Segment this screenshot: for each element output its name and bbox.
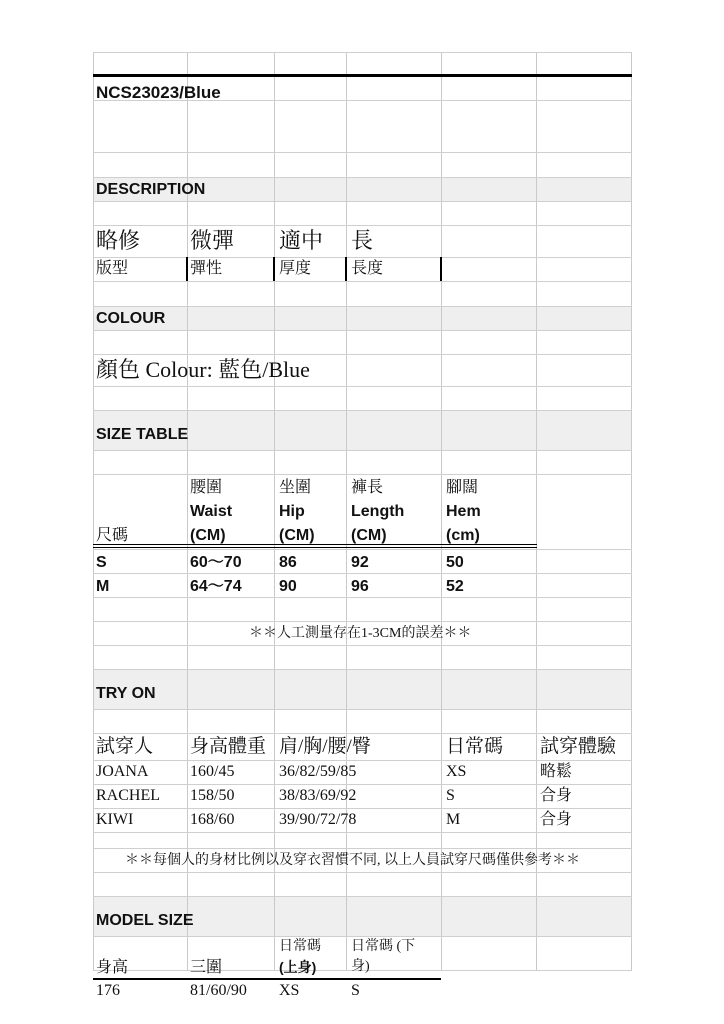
model-size-header-bottom-suffix: 身) (351, 959, 370, 974)
try-on-row-2-height-weight: 158/50 (190, 787, 235, 804)
try-on-note: ＊＊每個人的身材比例以及穿衣習慣不同, 以上人員試穿尺碼僅供參考＊＊ (125, 853, 580, 868)
size-col-en-length: Length (351, 503, 405, 520)
size-col-en-hem: Hem (446, 503, 481, 520)
size-col-zh-waist: 腰圍 (190, 479, 223, 496)
size-row-s-hem: 50 (446, 554, 464, 571)
grid-row-line (93, 257, 632, 258)
grid-row-line (93, 354, 632, 355)
grid-row-line (93, 549, 632, 550)
description-label-fit: 版型 (96, 260, 129, 277)
description-value-fit: 略修 (96, 228, 141, 253)
title-rule (93, 74, 632, 77)
grid-row-line (93, 225, 632, 226)
description-divider (186, 257, 188, 281)
size-row-s-hip: 86 (279, 554, 297, 571)
grid-row-line (93, 848, 632, 849)
grid-row-line (93, 306, 632, 307)
model-size-header-height: 身高 (96, 959, 129, 976)
size-col-zh-hem: 腳闊 (446, 479, 479, 496)
size-row-s-waist: 60～70 (190, 554, 242, 571)
band-try-on-heading (94, 669, 632, 709)
grid-row-line (93, 201, 632, 202)
description-divider (273, 257, 275, 281)
try-on-row-2-measurements: 38/83/69/92 (279, 787, 357, 804)
size-col-en-waist: Waist (190, 503, 233, 520)
grid-row-line (93, 152, 632, 153)
grid-row-line (93, 709, 632, 710)
colour-text: 顏色 Colour: 藍色/Blue (96, 357, 310, 382)
model-size-height: 176 (96, 982, 120, 999)
description-value-length: 長 (351, 228, 374, 253)
grid-row-line (93, 450, 632, 451)
grid-row-line (93, 281, 632, 282)
model-size-heading: MODEL SIZE (96, 912, 194, 929)
grid-row-line (93, 597, 632, 598)
try-on-header-usual-size: 日常碼 (446, 736, 504, 757)
try-on-header-measurements: 肩/胸/腰/臀 (279, 736, 371, 757)
size-row-s-length: 92 (351, 554, 369, 571)
try-on-header-height-weight: 身高體重 (190, 736, 267, 757)
try-on-row-1-name: JOANA (96, 763, 149, 780)
description-heading: DESCRIPTION (96, 181, 206, 198)
size-row-m-waist: 64～74 (190, 578, 242, 595)
try-on-row-1-fit: 略鬆 (540, 763, 573, 780)
size-row-s-size: S (96, 554, 107, 571)
size-col-zh-length: 褲長 (351, 479, 384, 496)
try-on-row-2-name: RACHEL (96, 787, 160, 804)
grid-row-line (93, 573, 632, 574)
grid-row-line (93, 733, 632, 734)
size-table-note: ＊＊人工測量存在1-3CM的誤差＊＊ (249, 626, 472, 641)
grid-row-line (93, 177, 632, 178)
grid-row-line (93, 936, 632, 937)
model-size-rule (93, 978, 441, 980)
grid-row-line (93, 645, 632, 646)
description-divider (440, 257, 442, 281)
description-divider (345, 257, 347, 281)
grid-row-line (93, 760, 632, 761)
grid-row-line (93, 669, 632, 670)
grid-row-line (93, 410, 632, 411)
size-row-m-length: 96 (351, 578, 369, 595)
try-on-row-3-measurements: 39/90/72/78 (279, 811, 357, 828)
grid-row-line (93, 474, 632, 475)
try-on-row-2-fit: 合身 (540, 787, 573, 804)
spec-sheet (93, 52, 632, 999)
grid-row-line (93, 621, 632, 622)
try-on-header-fit: 試穿體驗 (540, 736, 617, 757)
try-on-row-1-usual-size: XS (446, 763, 467, 780)
size-row-m-hem: 52 (446, 578, 464, 595)
size-header-rule (93, 544, 537, 545)
try-on-row-3-usual-size: M (446, 811, 461, 828)
colour-heading: COLOUR (96, 310, 166, 327)
grid-row-line (93, 808, 632, 809)
size-row-m-hip: 90 (279, 578, 297, 595)
try-on-row-1-measurements: 36/82/59/85 (279, 763, 357, 780)
size-row-label: 尺碼 (96, 527, 129, 544)
try-on-row-3-name: KIWI (96, 811, 134, 828)
grid-row-line (93, 872, 632, 873)
size-col-unit-hip: (CM) (279, 527, 315, 544)
size-col-en-hip: Hip (279, 503, 305, 520)
product-code: NCS23023/Blue (96, 83, 221, 102)
description-value-thickness: 適中 (279, 228, 324, 253)
try-on-row-2-usual-size: S (446, 787, 455, 804)
grid-row-line (93, 832, 632, 833)
size-col-unit-hem: (cm) (446, 527, 480, 544)
description-label-length: 長度 (351, 260, 384, 277)
model-size-measurements: 81/60/90 (190, 982, 247, 999)
description-label-stretch: 彈性 (190, 260, 223, 277)
grid-row-line (93, 896, 632, 897)
grid-row-line (93, 52, 632, 53)
model-size-header-usual-top: 日常碼 (279, 939, 321, 954)
size-col-unit-waist: (CM) (190, 527, 226, 544)
try-on-heading: TRY ON (96, 685, 156, 702)
try-on-row-1-height-weight: 160/45 (190, 763, 235, 780)
size-col-zh-hip: 坐圍 (279, 479, 312, 496)
description-value-stretch: 微彈 (190, 228, 235, 253)
grid-row-line (93, 386, 632, 387)
try-on-row-3-fit: 合身 (540, 811, 573, 828)
model-size-header-usual-bottom: 日常碼 (下 (351, 939, 416, 954)
description-label-thickness: 厚度 (279, 260, 312, 277)
size-header-rule-2 (93, 547, 537, 548)
try-on-row-3-height-weight: 168/60 (190, 811, 235, 828)
size-col-unit-length: (CM) (351, 527, 387, 544)
model-size-usual-bottom: S (351, 982, 360, 999)
band-colour-heading (94, 306, 632, 330)
try-on-header-person: 試穿人 (96, 736, 154, 757)
size-table-heading: SIZE TABLE (96, 426, 189, 443)
grid-row-line (93, 330, 632, 331)
grid-row-line (93, 784, 632, 785)
model-size-header-measurements: 三圍 (190, 959, 223, 976)
size-row-m-size: M (96, 578, 110, 595)
model-size-usual-top: XS (279, 982, 300, 999)
model-size-header-top-suffix: (上身) (279, 959, 317, 975)
